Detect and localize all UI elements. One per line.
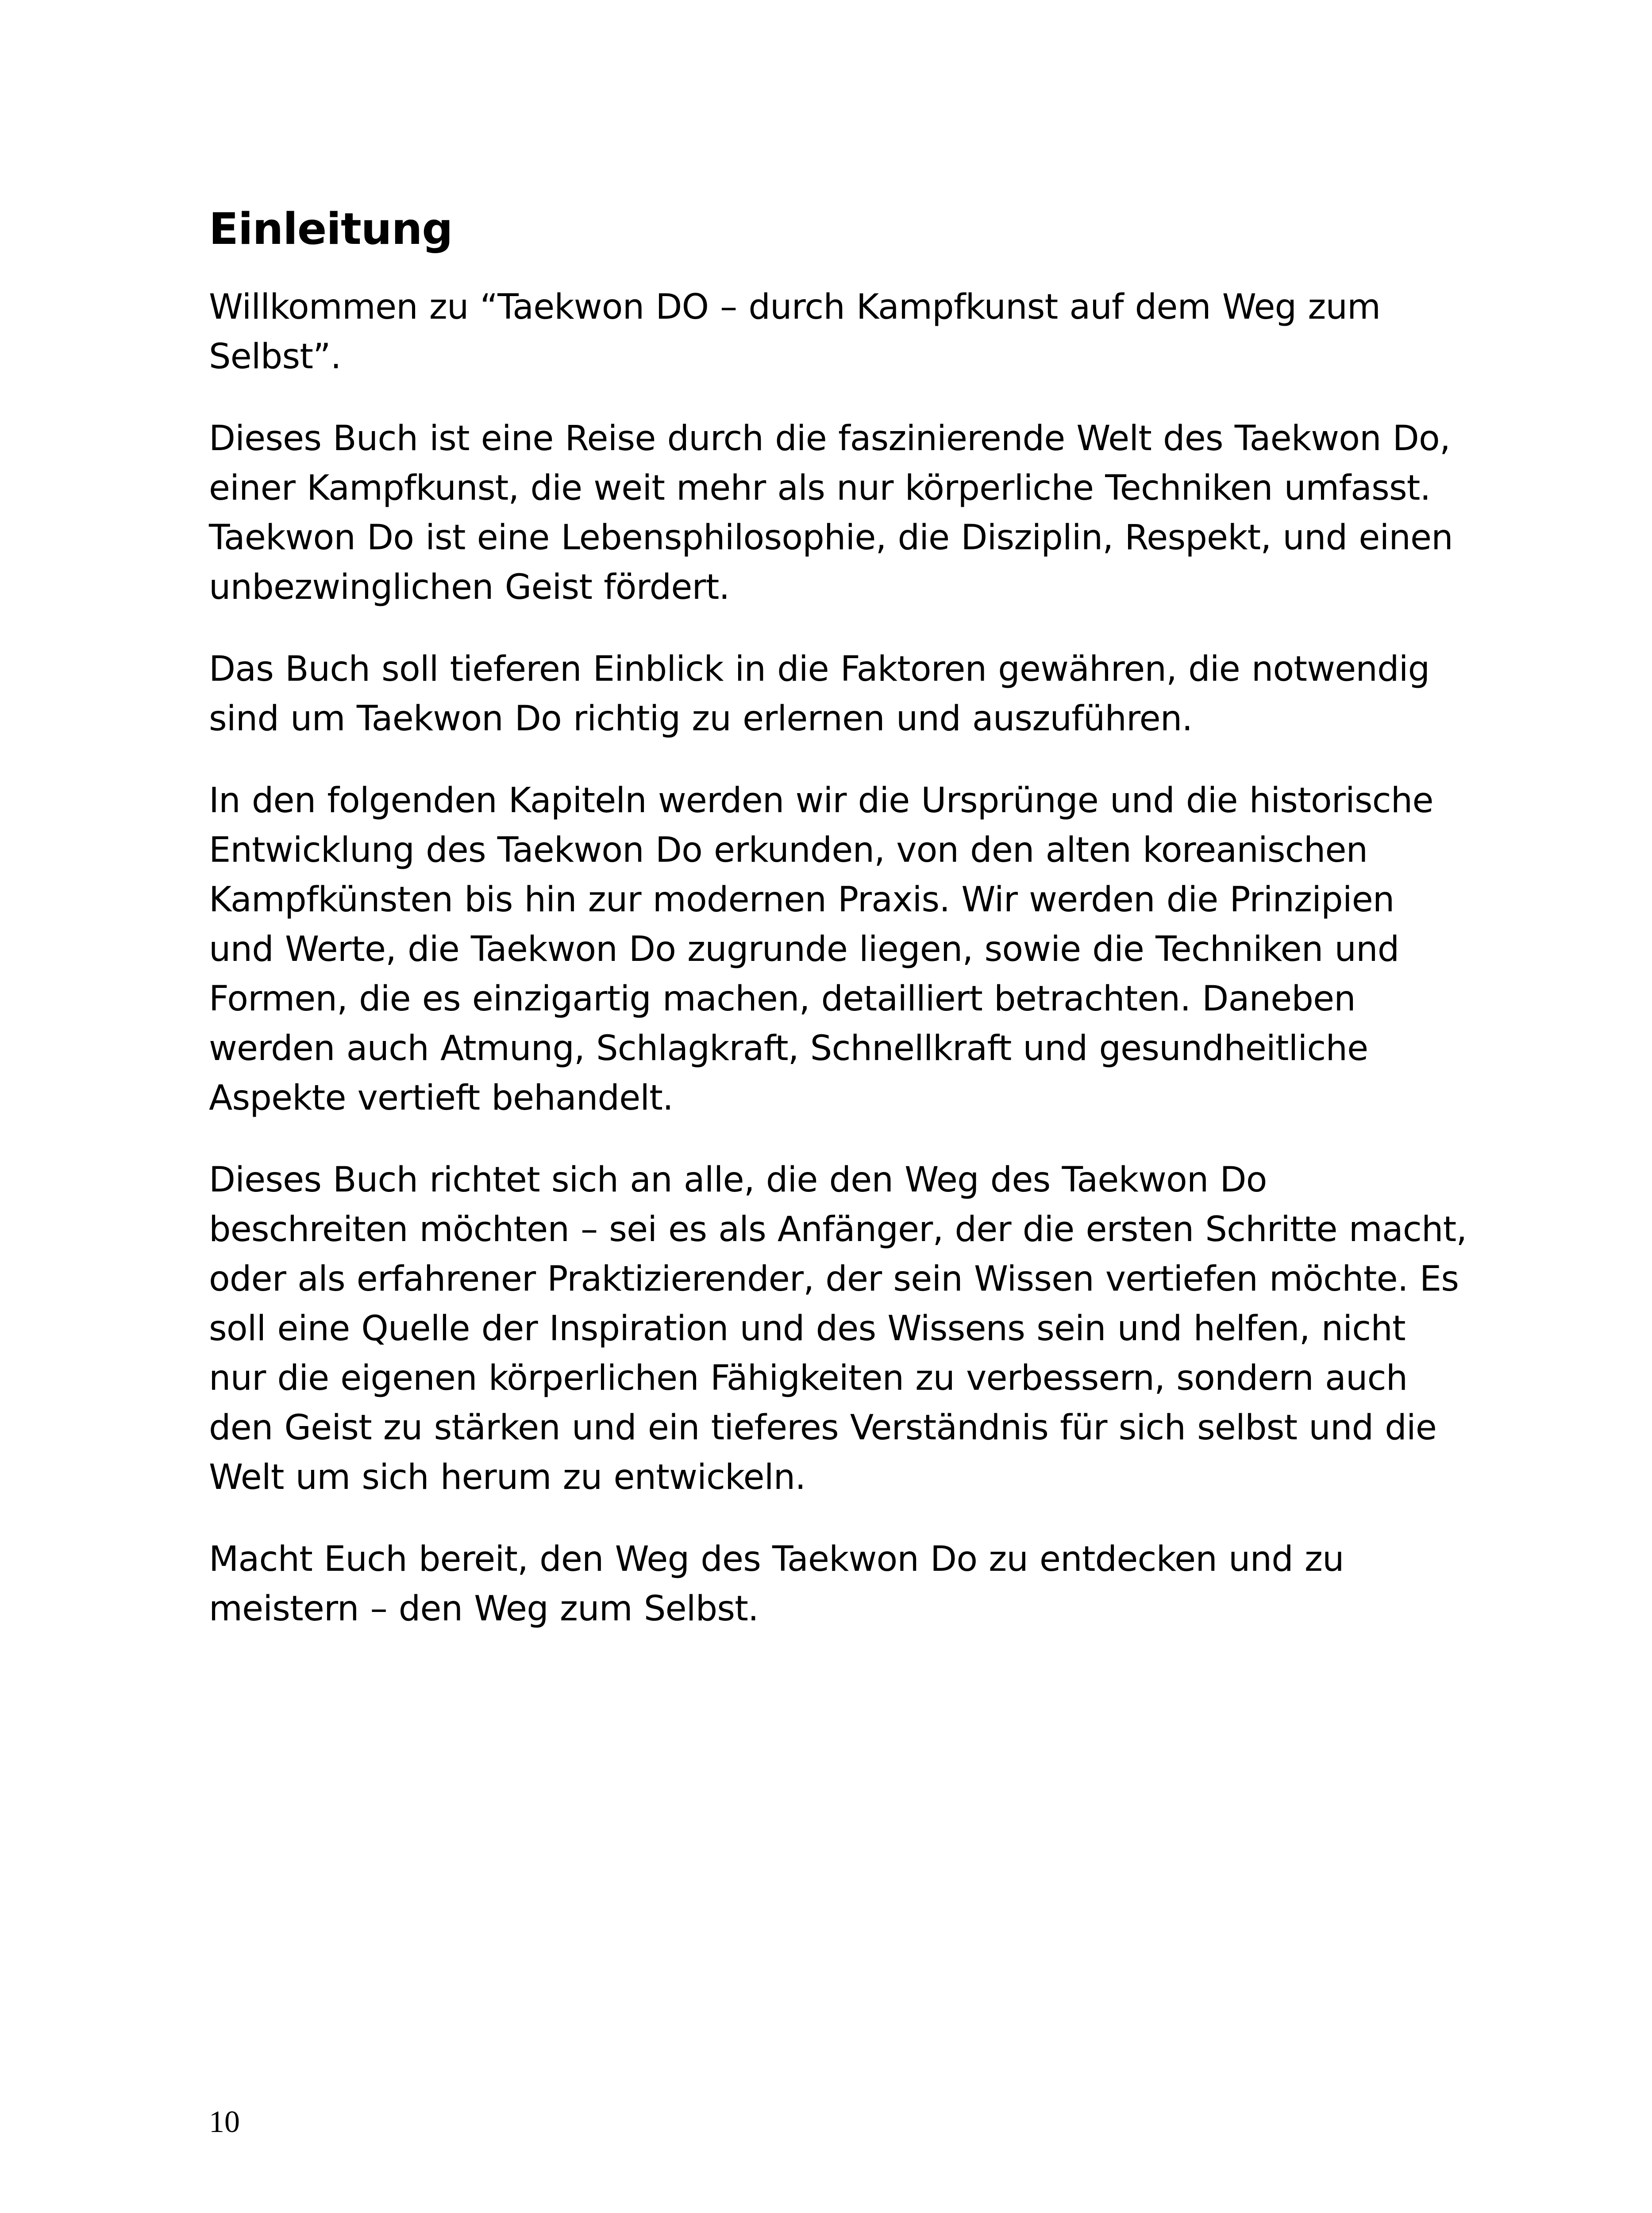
paragraph-purpose bbox=[209, 644, 1448, 744]
page-number: 10 bbox=[209, 2105, 240, 2139]
paragraph-chapters-overview bbox=[209, 776, 1448, 1123]
paragraph-line: nur die eigenen körperlichen Fähigkeiten zu verbessern, sondern auch bbox=[209, 1358, 1408, 1398]
paragraph-line: oder als erfahrener Praktizierender, der sein Wissen vertiefen möchte. Es bbox=[209, 1259, 1459, 1299]
paragraph-line: Macht Euch bereit, den Weg des Taekwon Do zu entdecken und zu bbox=[209, 1539, 1344, 1579]
paragraph-line: Welt um sich herum zu entwickeln. bbox=[209, 1457, 806, 1497]
paragraph-line: meistern – den Weg zum Selbst. bbox=[209, 1588, 759, 1629]
paragraph-line: Willkommen zu “Taekwon DO – durch Kampfkunst auf dem Weg zum bbox=[209, 287, 1381, 327]
paragraph-audience bbox=[209, 1155, 1467, 1502]
paragraph-line: und Werte, die Taekwon Do zugrunde liegen, sowie die Techniken und bbox=[209, 929, 1399, 969]
paragraph-line: Selbst”. bbox=[209, 336, 341, 377]
paragraph-line: sind um Taekwon Do richtig zu erlernen und auszuführen. bbox=[209, 698, 1193, 739]
paragraph-line: unbezwinglichen Geist fördert. bbox=[209, 567, 730, 607]
paragraph-line: Formen, die es einzigartig machen, detailliert betrachten. Daneben bbox=[209, 979, 1355, 1019]
paragraph-closing bbox=[209, 1534, 1448, 1634]
paragraph-line: In den folgenden Kapiteln werden wir die Ursprünge und die historische bbox=[209, 780, 1433, 821]
chapter-heading: Einleitung bbox=[209, 204, 453, 254]
page-content bbox=[209, 204, 1467, 1666]
paragraph-line: Kampfkünsten bis hin zur modernen Praxis. Wir werden die Prinzipien bbox=[209, 879, 1394, 920]
paragraph-line: den Geist zu stärken und ein tieferes Verständnis für sich selbst und die bbox=[209, 1407, 1437, 1448]
paragraph-line: beschreiten möchten – sei es als Anfänger, der die ersten Schritte macht, bbox=[209, 1209, 1467, 1249]
paragraph-welcome bbox=[209, 282, 1448, 382]
paragraph-line: werden auch Atmung, Schlagkraft, Schnellkraft und gesundheitliche bbox=[209, 1028, 1368, 1068]
paragraph-line: einer Kampfkunst, die weit mehr als nur körperliche Techniken umfasst. bbox=[209, 468, 1431, 508]
paragraph-line: Taekwon Do ist eine Lebensphilosophie, die Disziplin, Respekt, und einen bbox=[209, 517, 1453, 558]
paragraph-line: Dieses Buch richtet sich an alle, die den Weg des Taekwon Do bbox=[209, 1160, 1267, 1200]
paragraph-line: Entwicklung des Taekwon Do erkunden, von den alten koreanischen bbox=[209, 830, 1368, 870]
paragraph-line: Das Buch soll tieferen Einblick in die Faktoren gewähren, die notwendig bbox=[209, 649, 1430, 689]
paragraph-line: Dieses Buch ist eine Reise durch die faszinierende Welt des Taekwon Do, bbox=[209, 418, 1450, 459]
paragraph-line: Aspekte vertieft behandelt. bbox=[209, 1078, 674, 1118]
paragraph-line: soll eine Quelle der Inspiration und des Wissens sein und helfen, nicht bbox=[209, 1308, 1406, 1349]
paragraph-book-intro bbox=[209, 414, 1453, 612]
